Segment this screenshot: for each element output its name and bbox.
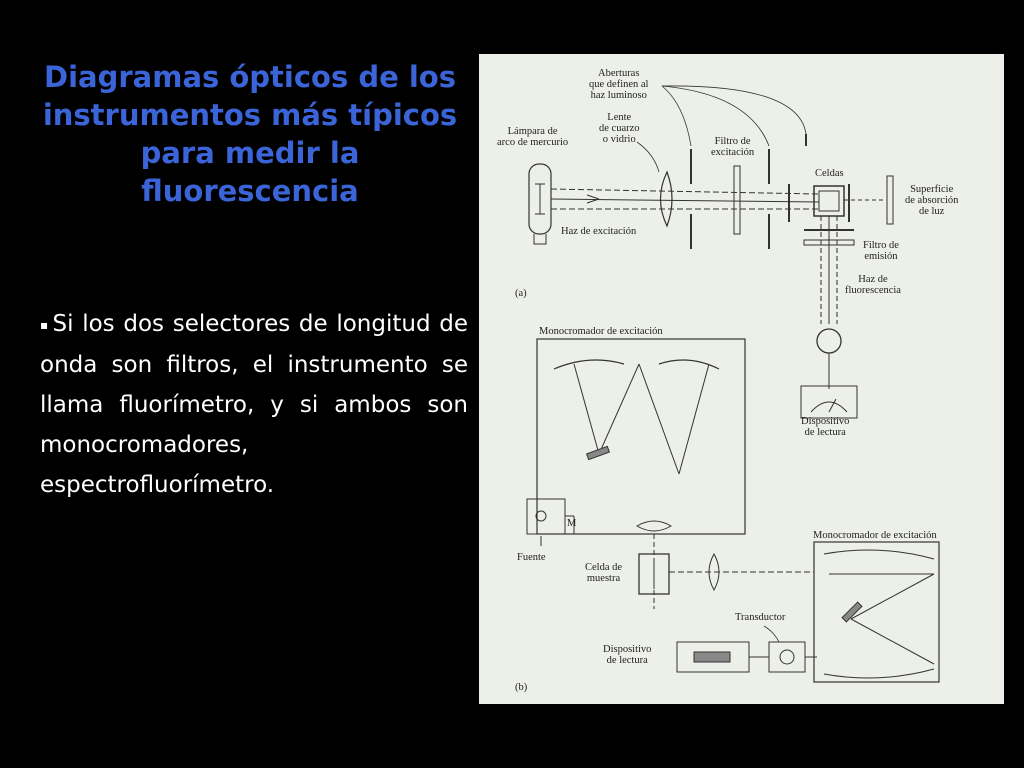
optical-diagram-figure — [479, 54, 1004, 704]
celda-muestra-label: Celda de muestra — [585, 562, 623, 584]
aperturas-label: Aberturas que definen al haz luminoso — [589, 68, 649, 101]
excitation-monochromator-b2 — [814, 542, 939, 682]
dispositivo-b-label: Dispositivo de lectura — [603, 644, 652, 666]
celdas-label: Celdas — [815, 168, 844, 179]
bullet-icon: ▪ — [40, 317, 50, 332]
superficie-label: Superficie de absorción de luz — [905, 184, 959, 217]
dispositivo-a-label: Dispositivo de lectura — [801, 416, 850, 438]
haz-fluorescencia-label: Haz de fluorescencia — [845, 274, 901, 296]
filtro-emision-label: Filtro de emisión — [863, 240, 899, 262]
lens-b — [637, 521, 671, 531]
filtro-excitacion-label: Filtro de excitación — [711, 136, 755, 158]
absorbing-surface — [887, 176, 893, 224]
monocromador-b-label: Monocromador de excitación — [813, 530, 937, 541]
slide-body-text: Si los dos selectores de longitud de onda son filtros, el instrumento se llama fluorímetro, y si ambos son monocromadores, espectrofluorímetro. — [40, 311, 469, 498]
monocromador-a-label: Monocromador de excitación — [539, 326, 663, 337]
slide-body — [40, 304, 468, 505]
detector — [817, 329, 841, 353]
transducer — [769, 642, 805, 672]
lente-label: Lente de cuarzo o vidrio — [599, 112, 640, 145]
transductor-label: Transductor — [735, 612, 786, 623]
panel-a-label: (a) — [515, 288, 527, 299]
m-label: M — [567, 518, 577, 529]
fuente-label: Fuente — [517, 552, 546, 563]
quartz-lens — [661, 172, 673, 226]
excitation-filter — [734, 166, 740, 234]
slide-title: Diagramas ópticos de los instrumentos más típicos para medir la fluorescencia — [42, 60, 458, 208]
lampara-label: Lámpara de arco de mercurio — [497, 126, 569, 148]
excitation-ray — [551, 189, 819, 194]
panel-b-label: (b) — [515, 682, 528, 693]
haz-excitacion-label: Haz de excitación — [561, 226, 637, 237]
